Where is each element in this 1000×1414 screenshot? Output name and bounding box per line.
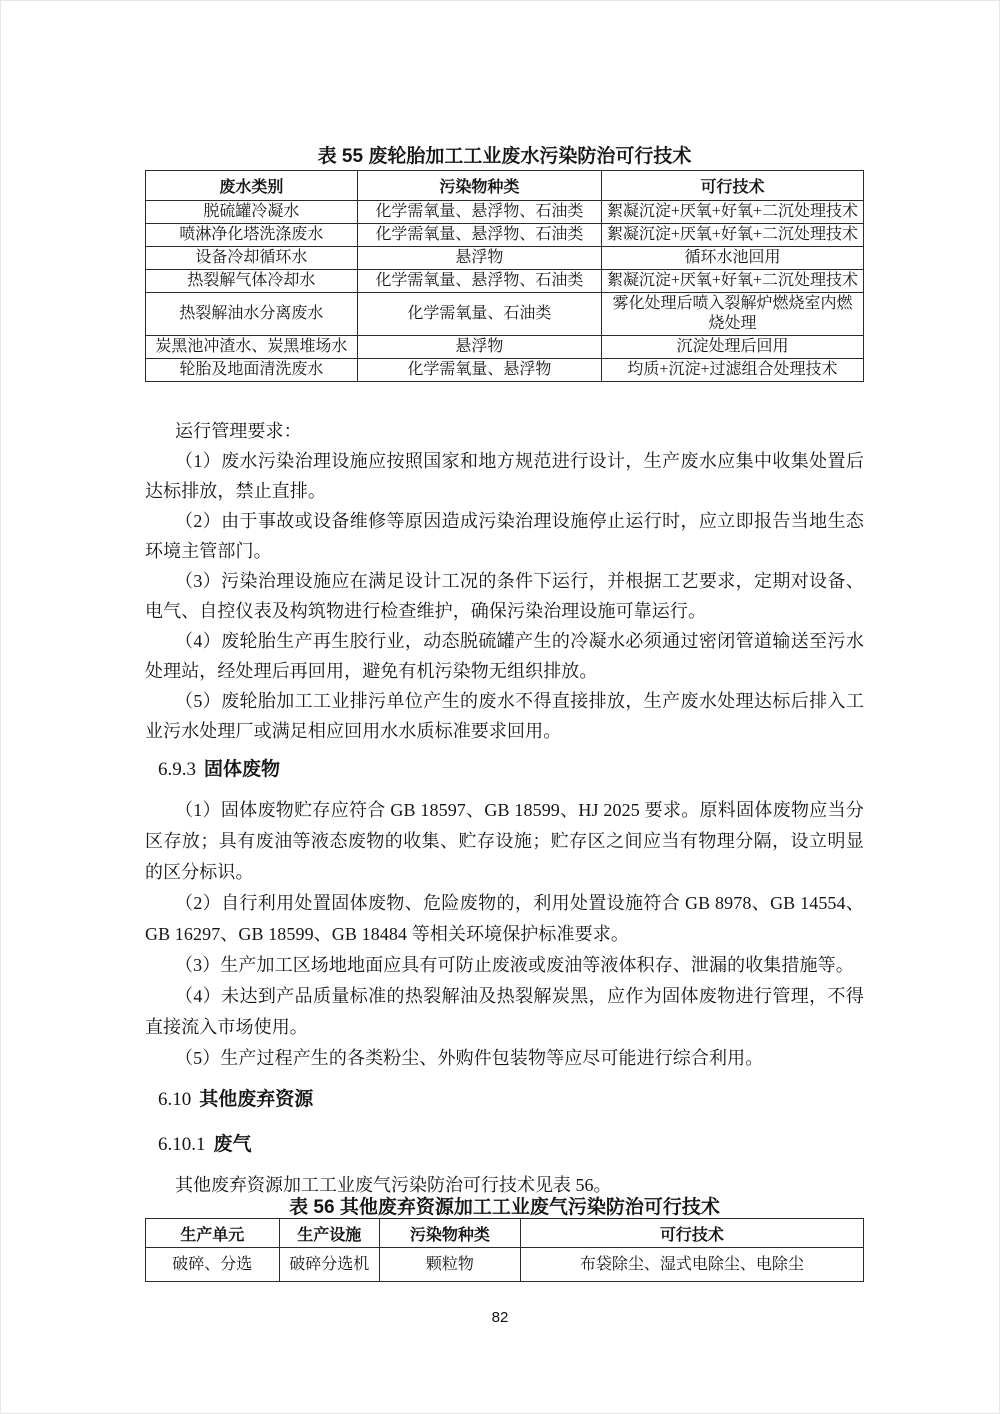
table-row (146, 359, 864, 382)
see-table-paragraph: 其他废弃资源加工工业废气污染防治可行技术见表 56。 (175, 1175, 612, 1195)
paragraph: 运行管理要求： (175, 421, 302, 441)
page-number: 82 (491, 1309, 509, 1326)
table55-header-row (146, 171, 864, 201)
paragraph: （5）废轮胎加工工业排污单位产生的废水不得直接排放，生产废水处理达标后排入工业污水处理厂或满足相应回用水水质标准要求回用。 (145, 691, 864, 741)
table55 (145, 170, 864, 382)
table56-header-cell: 可行技术 (520, 1219, 863, 1248)
table56-header-cell: 生产设施 (279, 1219, 380, 1248)
paragraph: （2）由于事故或设备维修等原因造成污染治理设施停止运行时，应立即报告当地生态环境主管部门。 (145, 511, 864, 561)
table-cell: 絮凝沉淀+厌氧+好氧+二沉处理技术 (601, 270, 863, 293)
table-cell: 化学需氧量、悬浮物 (357, 359, 601, 382)
table56-title: 表 56 其他废弃资源加工工业废气污染防治可行技术 (289, 1197, 720, 1218)
paragraph: （3）生产加工区场地地面应具有可防止废液或废油等液体积存、泄漏的收集措施等。 (175, 955, 854, 975)
table-row (146, 1248, 864, 1282)
paragraph: （1）废水污染治理设施应按照国家和地方规范进行设计，生产废水应集中收集处置后达标排放，禁止直排。 (145, 451, 864, 501)
table-cell: 化学需氧量、石油类 (357, 293, 601, 336)
table-cell: 循环水池回用 (601, 247, 863, 270)
table-cell: 热裂解气体冷却水 (146, 270, 358, 293)
paragraph: （4）未达到产品质量标准的热裂解油及热裂解炭黑，应作为固体废物进行管理，不得直接流入市场使用。 (145, 986, 864, 1037)
table-cell: 热裂解油水分离废水 (146, 293, 358, 336)
table-cell: 悬浮物 (357, 336, 601, 359)
paragraph: （3）污染治理设施应在满足设计工况的条件下运行，并根据工艺要求，定期对设备、电气、自控仪表及构筑物进行检查维护，确保污染治理设施可靠运行。 (145, 571, 864, 621)
table-cell: 颗粒物 (380, 1248, 521, 1282)
table-row (146, 201, 864, 224)
table-row (146, 224, 864, 247)
table-cell: 轮胎及地面清洗废水 (146, 359, 358, 382)
table-cell: 炭黑池冲渣水、炭黑堆场水 (146, 336, 358, 359)
table-cell: 均质+沉淀+过滤组合处理技术 (601, 359, 863, 382)
table-row (146, 336, 864, 359)
paragraph: （4）废轮胎生产再生胶行业，动态脱硫罐产生的冷凝水必须通过密闭管道输送至污水处理站，经处理后再回用，避免有机污染物无组织排放。 (145, 631, 864, 681)
table-cell: 化学需氧量、悬浮物、石油类 (357, 270, 601, 293)
table-cell: 喷淋净化塔洗涤废水 (146, 224, 358, 247)
table55-header-cell: 污染物种类 (357, 171, 601, 201)
table-cell: 破碎、分选 (146, 1248, 280, 1282)
table-cell: 脱硫罐冷凝水 (146, 201, 358, 224)
table-cell: 布袋除尘、湿式电除尘、电除尘 (520, 1248, 863, 1282)
table56 (145, 1218, 864, 1282)
table-cell: 絮凝沉淀+厌氧+好氧+二沉处理技术 (601, 201, 863, 224)
table55-header-cell: 可行技术 (601, 171, 863, 201)
paragraph: （5）生产过程产生的各类粉尘、外购件包装物等应尽可能进行综合利用。 (175, 1048, 764, 1068)
table56-header-cell: 污染物种类 (380, 1219, 521, 1248)
table-cell: 化学需氧量、悬浮物、石油类 (357, 201, 601, 224)
table-cell: 雾化处理后喷入裂解炉燃烧室内燃烧处理 (601, 293, 863, 336)
section-number: 6.10 (158, 1089, 192, 1110)
table-row (146, 247, 864, 270)
table-cell: 破碎分选机 (279, 1248, 380, 1282)
section-title: 废气 (213, 1134, 252, 1155)
table-cell: 化学需氧量、悬浮物、石油类 (357, 224, 601, 247)
section-heading-other-resources (145, 1085, 864, 1115)
section-number: 6.10.1 (158, 1134, 206, 1155)
table56-header-cell: 生产单元 (146, 1219, 280, 1248)
table-cell: 絮凝沉淀+厌氧+好氧+二沉处理技术 (601, 224, 863, 247)
table55-header-cell: 废水类别 (146, 171, 358, 201)
table-cell: 沉淀处理后回用 (601, 336, 863, 359)
table-row (146, 270, 864, 293)
section-number: 6.9.3 (158, 759, 196, 780)
paragraph: （2）自行利用处置固体废物、危险废物的，利用处置设施符合 GB 8978、GB 14554、GB 16297、GB 18599、GB 18484 等相关环境保护标准要求。 (145, 893, 864, 944)
solid-waste-block (145, 795, 864, 1074)
page-content (145, 0, 864, 1282)
table-cell: 设备冷却循环水 (146, 247, 358, 270)
table56-header-row (146, 1219, 864, 1248)
paragraph: （1）固体废物贮存应符合 GB 18597、GB 18599、HJ 2025 要求。原料固体废物应当分区存放；具有废油等液态废物的收集、贮存设施；贮存区之间应当有物理分隔，设立明显的区分标识。 (145, 800, 864, 882)
table-row (146, 293, 864, 336)
operations-requirements-block (145, 416, 864, 746)
section-title: 其他废弃资源 (199, 1089, 314, 1110)
table-cell: 悬浮物 (357, 247, 601, 270)
section-title: 固体废物 (204, 759, 281, 780)
section-heading-solid-waste (145, 755, 864, 785)
section-heading-waste-gas (145, 1130, 864, 1160)
table55-title: 表 55 废轮胎加工工业废水污染防治可行技术 (317, 146, 692, 167)
